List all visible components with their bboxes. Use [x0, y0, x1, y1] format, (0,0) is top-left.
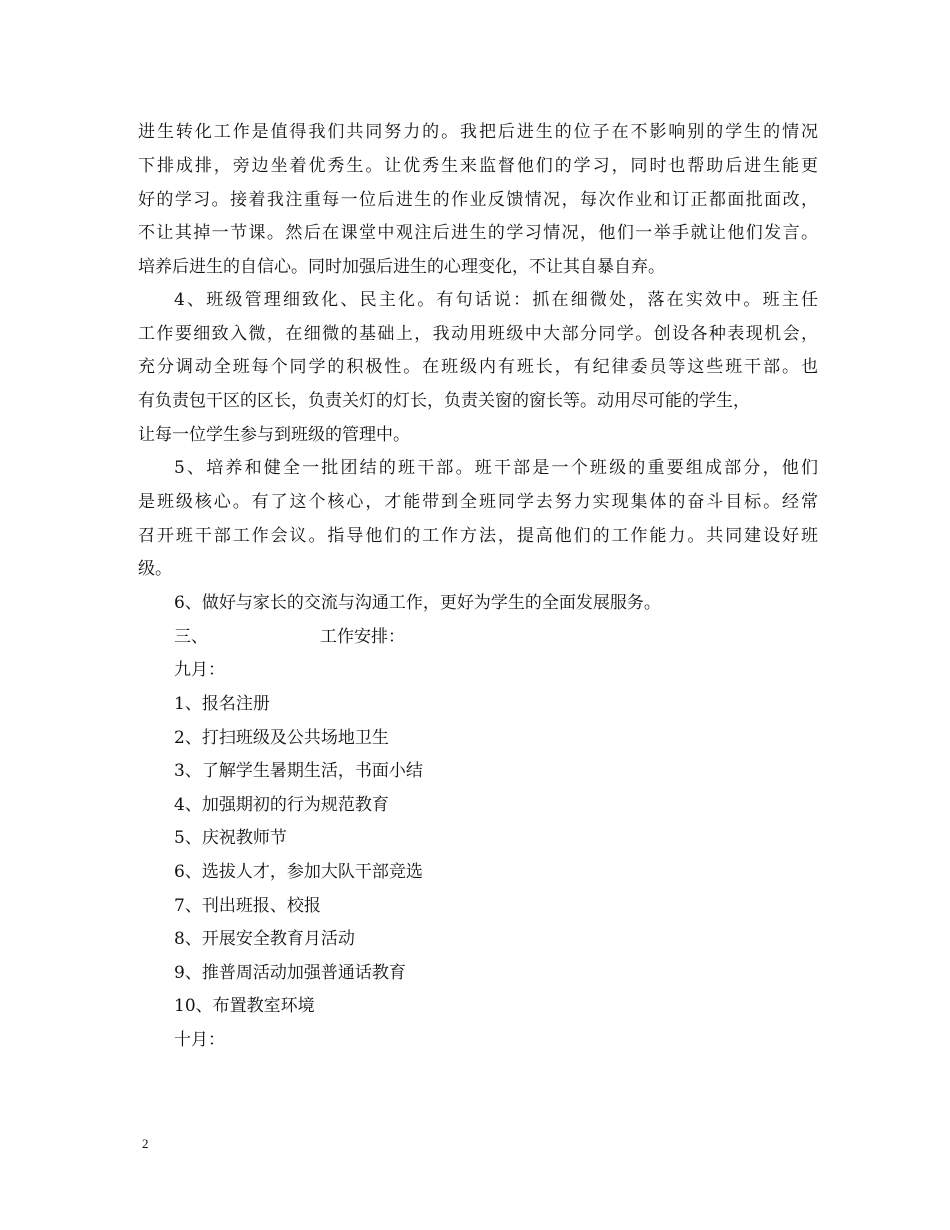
text-line: 培养后进生的自信心。同时加强后进生的心理变化，不让其自暴自弃。	[138, 257, 665, 277]
month-label: 十月：	[174, 1030, 225, 1050]
text-line: 工作要细致入微，在细微的基础上，我动用班级中大部分同学。创设各种表现机会，	[138, 324, 818, 344]
list-item: 6、选拔人才，参加大队干部竞选	[174, 862, 423, 882]
page-number: 2	[142, 1136, 149, 1151]
section-title: 工作安排：	[320, 627, 405, 647]
list-item: 3、了解学生暑期生活，书面小结	[174, 761, 423, 781]
text-line: 好的学习。接着我注重每一位后进生的作业反馈情况，每次作业和订正都面批面改，	[138, 190, 818, 210]
text-line: 召开班干部工作会议。指导他们的工作方法，提高他们的工作能力。共同建设好班	[138, 526, 818, 546]
paragraph-line: 6、做好与家长的交流与沟通工作，更好为学生的全面发展服务。	[174, 593, 661, 613]
list-item: 1、报名注册	[174, 694, 270, 714]
section-number: 三、	[174, 627, 208, 647]
list-item: 7、刊出班报、校报	[174, 896, 321, 916]
list-item: 4、加强期初的行为规范教育	[174, 795, 389, 815]
text-line: 是班级核心。有了这个核心，才能带到全班同学去努力实现集体的奋斗目标。经常	[138, 492, 818, 512]
paragraph-first-line: 4、班级管理细致化、民主化。有句话说：抓在细微处，落在实效中。班主任	[174, 290, 818, 310]
text-line: 让每一位学生参与到班级的管理中。	[138, 425, 410, 445]
list-item: 9、推普周活动加强普通话教育	[174, 963, 406, 983]
section-heading	[174, 625, 854, 649]
text-line: 充分调动全班每个同学的积极性。在班级内有班长，有纪律委员等这些班干部。也	[138, 357, 818, 377]
text-line: 进生转化工作是值得我们共同努力的。我把后进生的位子在不影响别的学生的情况	[138, 122, 818, 142]
list-item: 10、布置教室环境	[174, 996, 315, 1016]
text-line: 级。	[138, 559, 172, 579]
text-line: 不让其掉一节课。然后在课堂中观注后进生的学习情况，他们一举手就让他们发言。	[138, 223, 818, 243]
list-item: 2、打扫班级及公共场地卫生	[174, 728, 389, 748]
text-line: 有负责包干区的区长，负责关灯的灯长，负责关窗的窗长等。动用尽可能的学生，	[138, 391, 750, 411]
list-item: 8、开展安全教育月活动	[174, 929, 355, 949]
text-line: 下排成排，旁边坐着优秀生。让优秀生来监督他们的学习，同时也帮助后进生能更	[138, 156, 818, 176]
month-label: 九月：	[174, 660, 225, 680]
list-item: 5、庆祝教师节	[174, 828, 287, 848]
paragraph-first-line: 5、培养和健全一批团结的班干部。班干部是一个班级的重要组成部分，他们	[174, 458, 818, 478]
